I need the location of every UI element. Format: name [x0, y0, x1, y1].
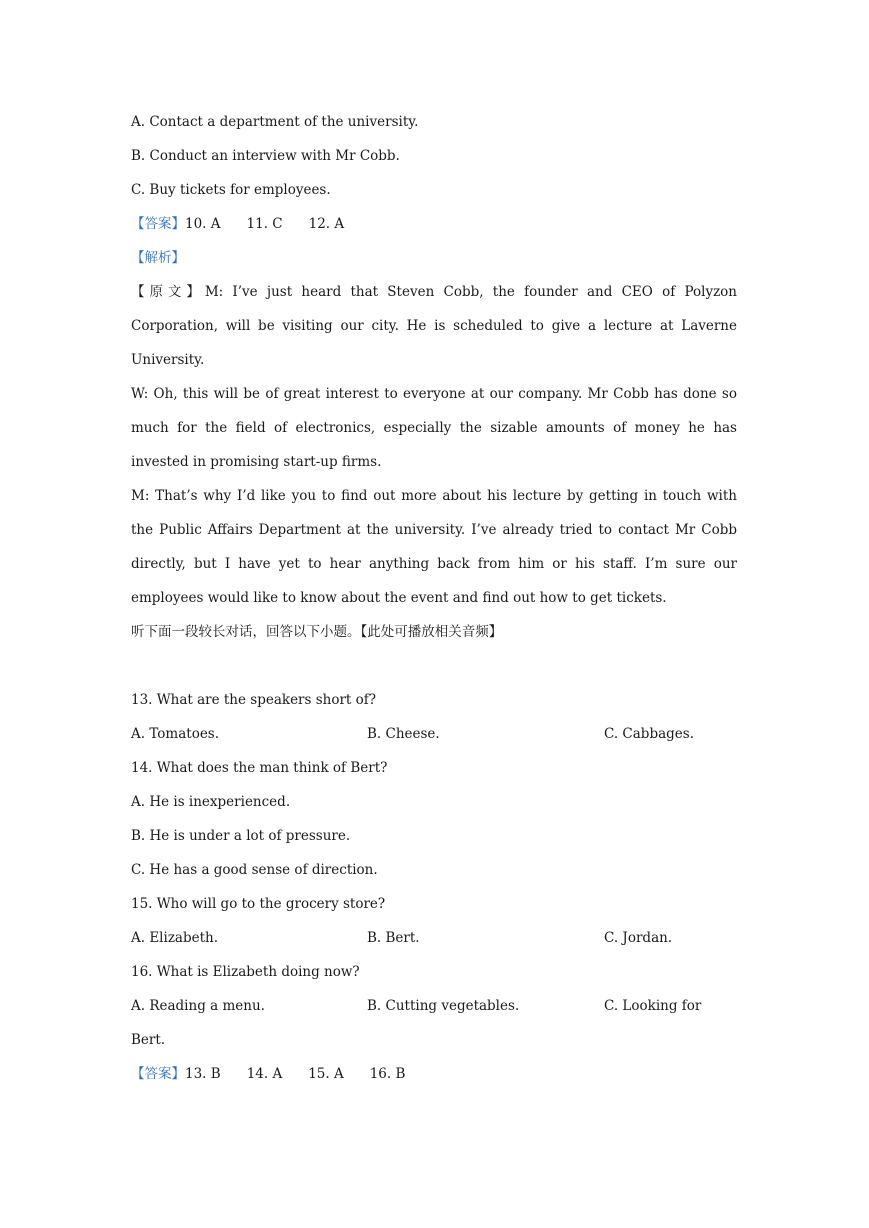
option-a-q12: A. Contact a department of the university. — [131, 114, 419, 130]
answer-tag: 【答案】 — [131, 216, 185, 232]
option-c: C. Jordan. — [604, 930, 673, 946]
answer-item: 12. A — [308, 216, 345, 232]
transcript-paragraph-1 — [131, 275, 737, 377]
option-c: C. Cabbages. — [604, 726, 694, 742]
option-a: A. Tomatoes. — [131, 726, 220, 742]
transcript-tag: 【原文】 — [131, 284, 205, 300]
option-a: A. Reading a menu. — [131, 998, 265, 1014]
analysis-tag: 【解析】 — [131, 250, 185, 266]
transcript-paragraph-2: W: Oh, this will be of great interest to everyone at our company. Mr Cobb has done so much for the field of electronics, especially the sizable amounts of money he has invested in promising start-up firms. — [131, 386, 737, 470]
question-stem-15: 15. Who will go to the grocery store? — [131, 896, 386, 912]
analysis-line — [131, 244, 737, 278]
option-b: B. He is under a lot of pressure. — [131, 828, 351, 844]
document-page — [131, 108, 737, 1094]
blank-line — [131, 652, 737, 686]
question-stem-13: 13. What are the speakers short of? — [131, 692, 377, 708]
question-options-15 — [131, 924, 737, 958]
option-a: A. Elizabeth. — [131, 930, 219, 946]
option-b: B. Cutting vegetables. — [367, 998, 520, 1014]
question-stem-14: 14. What does the man think of Bert? — [131, 760, 388, 776]
answer-item: 11. C — [246, 216, 283, 232]
question-options-13 — [131, 720, 737, 754]
answer-item: 14. A — [246, 1066, 283, 1082]
transcript-paragraph-3: M: That’s why I’d like you to find out more about his lecture by getting in touch with the Public Affairs Department at the university. I’ve already tried to contact Mr Cobb directly, but I have yet to hear anything back from him or his staff. I’m sure our employees would like to know about the event and find out how to get tickets. — [131, 488, 737, 606]
answer-line-13-16 — [131, 1060, 737, 1094]
option-c-continued: Bert. — [131, 1032, 166, 1048]
answer-item: 15. A — [308, 1066, 344, 1082]
question-stem-16: 16. What is Elizabeth doing now? — [131, 964, 360, 980]
option-c: C. Looking for — [604, 998, 702, 1014]
question-options-16 — [131, 992, 737, 1026]
option-b-q12: B. Conduct an interview with Mr Cobb. — [131, 148, 400, 164]
option-c-q12: C. Buy tickets for employees. — [131, 182, 331, 198]
option-a: A. He is inexperienced. — [131, 794, 291, 810]
listening-instruction: 听下面一段较长对话，回答以下小题。【此处可播放相关音频】 — [131, 624, 503, 640]
transcript-text: M: I’ve just heard that Steven Cobb, the founder and CEO of Polyzon Corporation, will be visiting our city. He is scheduled to give a lecture at Laverne University. — [131, 284, 738, 368]
answer-item: 13. B — [185, 1066, 221, 1082]
option-c: C. He has a good sense of direction. — [131, 862, 378, 878]
option-b: B. Cheese. — [367, 726, 440, 742]
answer-tag: 【答案】 — [131, 1066, 185, 1082]
answer-item: 16. B — [369, 1066, 406, 1082]
answer-line-10-12 — [131, 210, 737, 244]
answer-item: 10. A — [185, 216, 221, 232]
option-b: B. Bert. — [367, 930, 420, 946]
